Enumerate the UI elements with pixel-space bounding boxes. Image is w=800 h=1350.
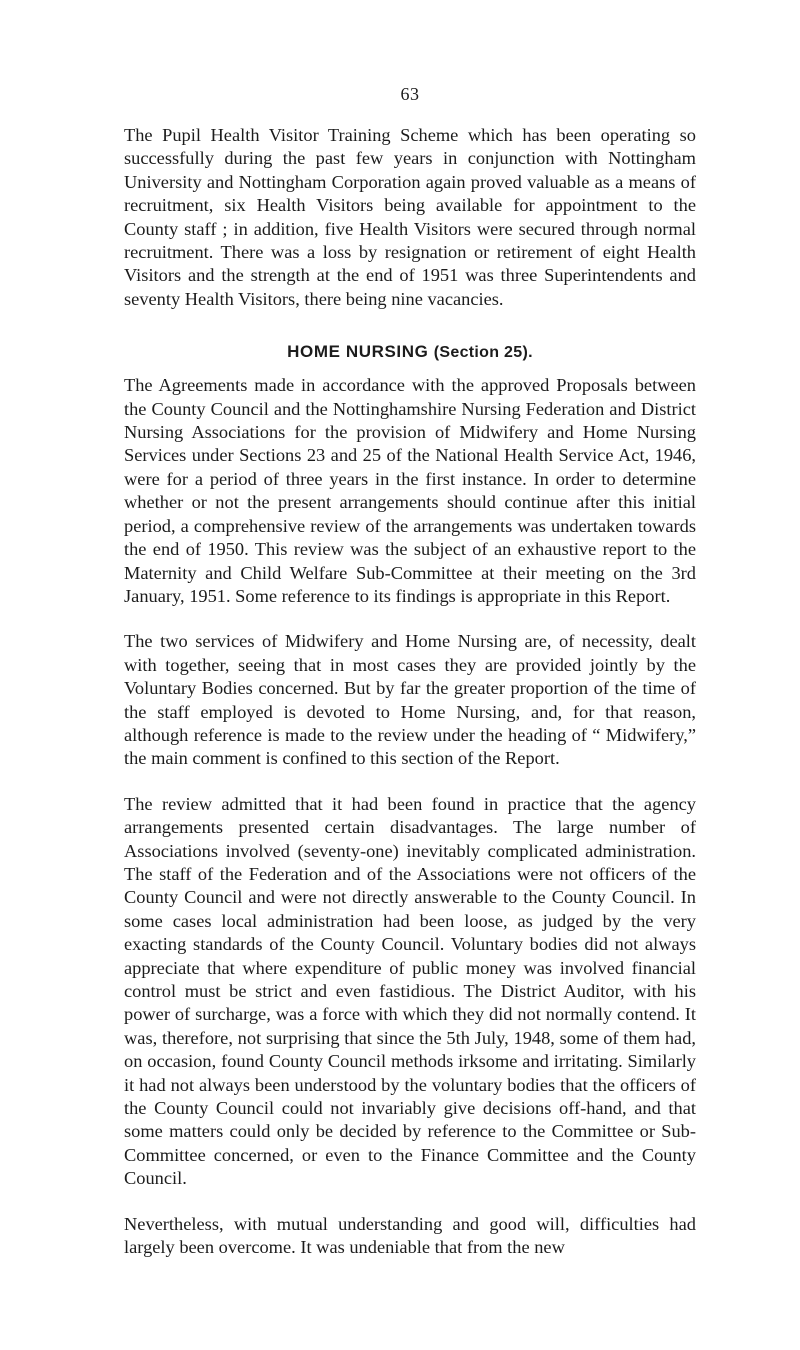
section-heading [124,342,696,362]
paragraph-pupil-health-visitor: The Pupil Health Visitor Training Scheme which has been operating so successfully during the past few years in conjunction with Nottingham University and Nottingham Corporation again proved valuable as a means of recruitment, six Health Visitors being available for appointment to the County staff ; in addition, five Health Visitors were secured through normal recruitment. There was a loss by resignation or retirement of eight Health Visitors and the strength at the end of 1951 was three Superintendents and seventy Health Visitors, there being nine vacancies. [124,125,696,309]
paragraph-nevertheless: Nevertheless, with mutual understanding and good will, difficulties had largely been overcome. It was undeniable that from the new [124,1213,696,1258]
page-number: 63 [400,84,420,104]
paragraph-review-admitted: The review admitted that it had been found in practice that the agency arrangements presented certain disadvantages. The large number of Associations involved (seventy-one) inevitably complicated administration. The staff of the Federation and of the Associations were not officers of the County Council and were not directly answerable to the County Council. In some cases local administration had been loose, as judged by the very exacting standards of the County Council. Voluntary bodies did not always appreciate that where expenditure of public money was involved financial control must be strict and even fastidious. The District Auditor, with his power of surcharge, was a force with which they did not normally contend. It was, therefore, not surprising that since the 5th July, 1948, some of them had, on occasion, found County Council methods irksome and irritating. Similarly it had not always been understood by the voluntary bodies that the officers of the County Council could not invariably give decisions off-hand, and that some matters could only be decided by reference to the Committee or Sub-Committee concerned, or even to the Finance Committee and the County Council. [124,793,696,1189]
heading-title: HOME NURSING [287,342,429,362]
heading-section-ref: (Section 25). [433,344,533,362]
paragraph-agreements: The Agreements made in accordance with the approved Proposals between the County Council and the Nottinghamshire Nursing Federation and District Nursing Associations for the provision of Midwifery and Home Nursing Services under Sections 23 and 25 of the National Health Service Act, 1946, were for a period of three years in the first instance. In order to determine whether or not the present arrangements should continue after this initial period, a comprehensive review of the arrangements was undertaken towards the end of 1950. This review was the subject of an exhaustive report to the Maternity and Child Welfare Sub-Committee at their meeting on the 3rd January, 1951. Some reference to its findings is appropriate in this Report. [124,375,696,606]
paragraph-two-services: The two services of Midwifery and Home Nursing are, of necessity, dealt with together, seeing that in most cases they are provided jointly by the Voluntary Bodies concerned. But by far the greater proportion of the time of the staff employed is devoted to Home Nursing, and, for that reason, although reference is made to the review under the heading of “ Midwifery,” the main comment is confined to this section of the Report. [124,631,696,769]
body-text [124,124,696,1259]
